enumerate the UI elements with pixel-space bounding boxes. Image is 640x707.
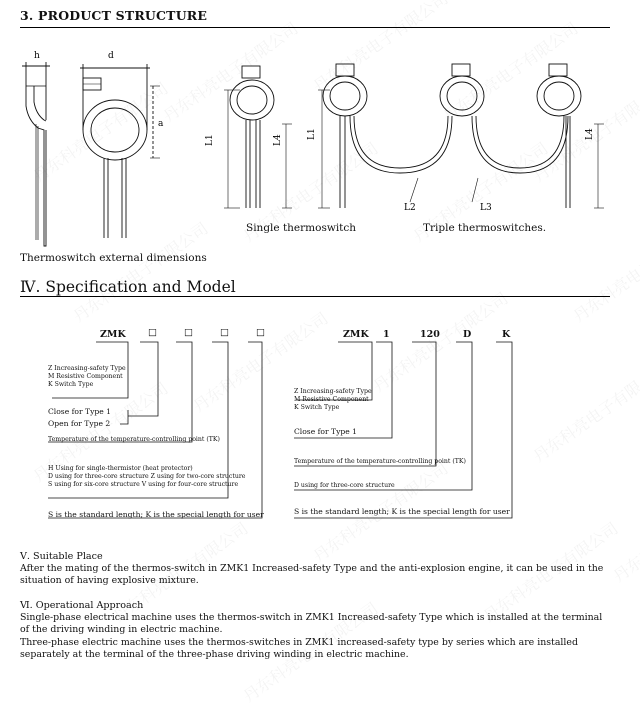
right-structure: D using for three-core structure: [294, 482, 395, 489]
right-type-list: [294, 388, 372, 411]
operational-line-2: of the driving winding in electric machine.: [20, 624, 223, 636]
operational-line-1: Single-phase electrical machine uses the thermos-switch in ZMK1 Increased-safety Type which is installed at the terminal: [20, 612, 603, 623]
left-structure-dz: D using for three-core structure Z using for two-core structure: [48, 472, 246, 480]
dim-l3: L3: [480, 203, 492, 213]
left-structure-h: H Using for single-thermistor (heat protector): [48, 465, 193, 472]
section-heading-operational: Ⅵ. Operational Approach: [20, 600, 144, 611]
model-code-structure: D: [463, 329, 472, 340]
operational-line-3: Three-phase electric machine uses the thermos-switches in ZMK1 increased-safety type by series which are installed: [20, 636, 578, 648]
dim-l4-triple: L4: [585, 128, 595, 140]
right-close-type: Close for Type 1: [294, 427, 357, 436]
left-type-m: M Resistive Component: [48, 372, 123, 380]
caption-external: Thermoswitch external dimensions: [20, 252, 207, 264]
dim-d: d: [108, 51, 114, 61]
model-box-2: □: [184, 327, 193, 338]
model-prefix: ZMK: [100, 329, 126, 340]
left-type-list: [48, 365, 126, 388]
dim-a: a: [158, 119, 164, 129]
operational-line-4: separately at the terminal of the three-phase driving winding in electric machine.: [20, 648, 409, 660]
model-code-type: 1: [383, 329, 390, 340]
right-length: S is the standard length; K is the special length for user: [294, 507, 510, 516]
model-box-4: □: [256, 327, 265, 338]
left-type-k: K Switch Type: [48, 380, 94, 388]
left-temperature: Temperature of the temperature-controlling point (TK): [48, 436, 220, 443]
model-code-zmk: ZMK: [343, 329, 369, 340]
suitable-line-1: After the mating of the thermos-switch in ZMK1 Increased-safety Type and the anti-explosion engine, it can be used in the: [20, 563, 604, 574]
model-code-length: K: [502, 329, 511, 340]
right-type-m: M Resistive Component: [294, 395, 369, 403]
section-heading-product-structure: 3. PRODUCT STRUCTURE: [20, 8, 208, 23]
left-length: S is the standard length; K is the special length for user: [48, 510, 264, 519]
caption-single: Single thermoswitch: [246, 222, 357, 234]
dim-l1-triple: L1: [307, 128, 317, 140]
left-structure-sv: S using for six-core structure V using for four-core structure: [48, 480, 239, 488]
product-structure-figure: [0, 28, 640, 248]
dim-h: h: [34, 51, 40, 61]
model-code-temp: 120: [420, 329, 440, 340]
model-box-1: □: [148, 327, 157, 338]
left-type-z: Z Increasing-safety Type: [48, 365, 126, 372]
right-type-z: Z Increasing-safety Type: [294, 388, 372, 395]
section-heading-specification: Ⅳ. Specification and Model: [20, 278, 236, 296]
suitable-line-2: situation of having explosive mixture.: [20, 575, 199, 587]
right-temperature: Temperature of the temperature-controlling point (TK): [294, 458, 466, 465]
left-structure-list: [48, 465, 245, 488]
operational-text: [20, 612, 612, 661]
right-type-k: K Switch Type: [294, 403, 340, 411]
left-open-type: Open for Type 2: [48, 419, 111, 428]
divider: [20, 296, 610, 297]
dim-l2: L2: [404, 203, 416, 213]
model-box-3: □: [220, 327, 229, 338]
section-heading-suitable-place: Ⅴ. Suitable Place: [20, 551, 103, 562]
suitable-place-text: [20, 563, 612, 588]
caption-triple: Triple thermoswitches.: [423, 222, 547, 234]
left-close-type: Close for Type 1: [48, 407, 111, 416]
dim-l4: L4: [273, 134, 283, 146]
dim-l1: L1: [205, 134, 215, 146]
